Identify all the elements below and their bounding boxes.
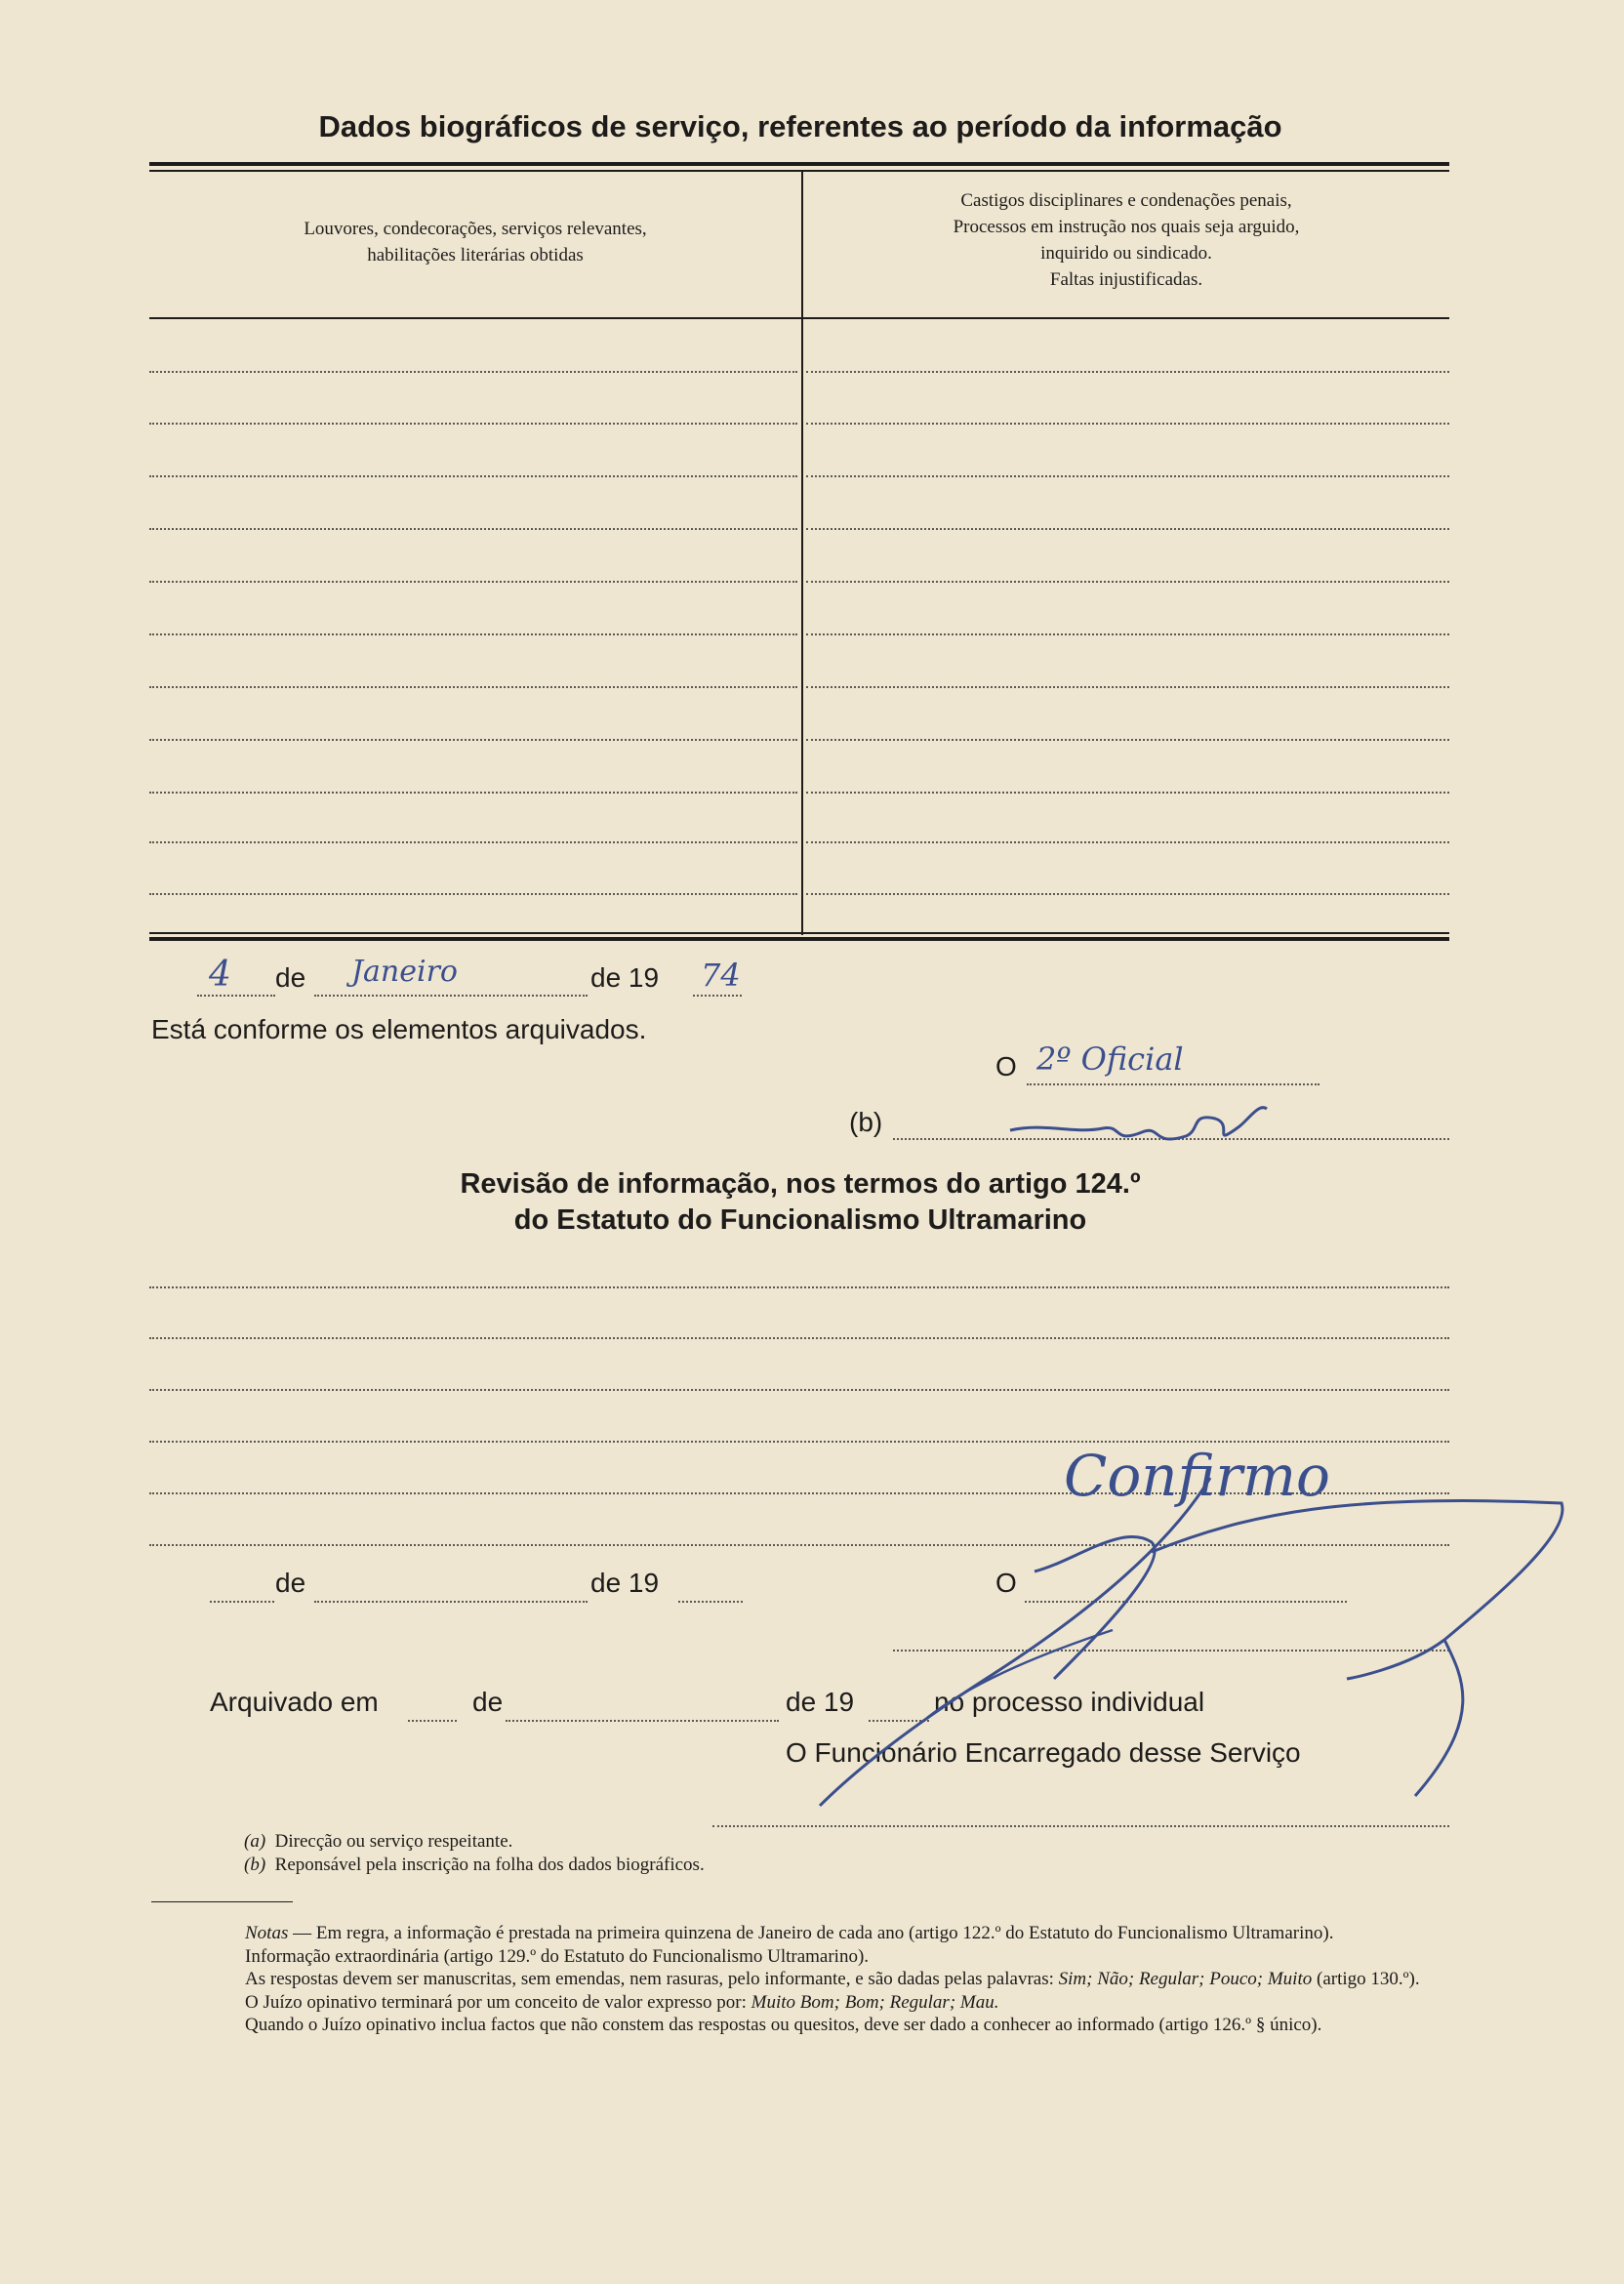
notes-words: Sim; Não; Regular; Pouco; Muito [1058,1969,1313,1989]
notes-text: As respostas devem ser manuscritas, sem emendas, nem rasuras, pelo informante, e são dadas pelas palavras: [245,1969,1054,1989]
entry-line[interactable] [806,581,1449,583]
entry-line[interactable] [806,841,1449,843]
entry-line[interactable] [149,423,797,425]
right-heading-line: Faltas injustificadas. [1049,269,1203,290]
entry-line[interactable] [149,475,797,477]
signature-flourish [800,1454,1581,1815]
entry-line[interactable] [806,893,1449,895]
signature-mark [1005,1093,1279,1152]
footnote-mark: (a) [244,1831,266,1852]
page-title: Dados biográficos de serviço, referentes ao período da informação [318,109,1282,143]
notes-text: O Juízo opinativo terminará por um conceito de valor expresso por: [245,1991,747,2013]
archive-year-label: de 19 [786,1687,855,1717]
revision-year-field[interactable] [678,1601,743,1603]
notes-text: — Em regra, a informação é prestada na primeira quinzena de Janeiro de cada ano (artigo 122.º do Estatuto do Funcionalismo Ultramarino). [293,1923,1334,1943]
left-heading-line: Louvores, condecorações, serviços relevantes, [304,219,647,239]
entry-line[interactable] [806,686,1449,688]
heading-underline [149,317,1449,319]
entry-line[interactable] [149,841,797,843]
entry-line[interactable] [806,371,1449,373]
conformity-statement: Está conforme os elementos arquivados. [151,1014,647,1044]
archived-label: Arquivado em [210,1687,379,1717]
revision-line[interactable] [149,1389,1449,1391]
entry-line[interactable] [806,792,1449,794]
official-signature-field[interactable] [712,1825,1449,1827]
revision-line[interactable] [149,1337,1449,1339]
entry-line[interactable] [806,633,1449,635]
revision-line[interactable] [149,1286,1449,1288]
footnote-text: Direcção ou serviço respeitante. [274,1831,513,1852]
officer-title-handwritten: 2º Oficial [1036,1040,1184,1078]
entry-line[interactable] [149,528,797,530]
entry-line[interactable] [149,581,797,583]
revision-heading-line: Revisão de informação, nos termos do artigo 124.º [460,1168,1141,1200]
notes-paragraph: Quando o Juízo opinativo inclua factos que não constem das respostas ou quesitos, deve ser dado a conhecer ao informado (artigo 126.º § único). [245,2015,1322,2035]
bottom-rule [149,937,1449,941]
confirmation-handwritten: Confirmo [1064,1443,1330,1509]
month-handwritten: Janeiro [351,955,458,989]
notes-text: (artigo 130.º). [1317,1969,1420,1989]
officer-prefix: O [995,1051,1017,1081]
entry-line[interactable] [149,686,797,688]
right-heading-line: Castigos disciplinares e condenações penais, [960,190,1292,211]
officer-field[interactable] [1027,1083,1320,1085]
revision-heading-line: do Estatuto do Funcionalismo Ultramarino [513,1204,1087,1236]
revision-day-field[interactable] [210,1601,274,1603]
bottom-rule-thin [149,932,1449,934]
day-field[interactable] [197,995,275,997]
entry-line[interactable] [149,792,797,794]
archive-month-field[interactable] [506,1720,779,1722]
entry-line[interactable] [806,423,1449,425]
revision-de-label: de [275,1568,306,1598]
archive-process-text: no processo individual [934,1687,1205,1717]
b-label: (b) [849,1107,883,1137]
top-rule-thin [149,170,1449,172]
year-prefix-label: de 19 [590,962,660,993]
revision-heading [146,1166,1454,1239]
right-heading-line: inquirido ou sindicado. [1040,243,1212,264]
right-heading-line: Processos em instrução nos quais seja arguido, [953,217,1300,237]
revision-year-label: de 19 [590,1568,660,1598]
de-label: de [275,962,306,993]
footnote-a [244,1830,512,1854]
left-column-heading [149,216,801,268]
notes-paragraph [151,1922,1449,1945]
month-field[interactable] [314,995,588,997]
entry-line[interactable] [149,371,797,373]
year-handwritten: 74 [701,957,741,994]
entry-line[interactable] [149,739,797,741]
footnote-text: Reponsável pela inscrição na folha dos dados biográficos. [274,1855,705,1875]
footnote-b [244,1854,705,1877]
left-heading-line: habilitações literárias obtidas [367,245,584,265]
notes-words: Muito Bom; Bom; Regular; Mau. [751,1991,999,2013]
right-column-heading [803,187,1449,293]
revision-month-field[interactable] [314,1601,588,1603]
top-rule [149,162,1449,166]
day-handwritten: 4 [209,955,231,995]
footnote-mark: (b) [244,1855,266,1875]
archive-official-title: O Funcionário Encarregado desse Serviço [786,1737,1301,1768]
archive-de-label: de [472,1687,504,1717]
footnote-separator [151,1901,293,1902]
entry-line[interactable] [806,475,1449,477]
year-field[interactable] [693,995,742,997]
notes-paragraph [151,1968,1449,1991]
entry-line[interactable] [149,633,797,635]
entry-line[interactable] [806,528,1449,530]
revision-o-label: O [995,1568,1017,1598]
entry-line[interactable] [149,893,797,895]
entry-line[interactable] [806,739,1449,741]
notes-paragraph: Informação extraordinária (artigo 129.º do Estatuto do Funcionalismo Ultramarino). [245,1945,870,1967]
archive-day-field[interactable] [408,1720,457,1722]
notes-paragraph [151,1991,1449,2015]
notes-label: Notas [245,1923,289,1943]
notes-block [151,1922,1449,2037]
